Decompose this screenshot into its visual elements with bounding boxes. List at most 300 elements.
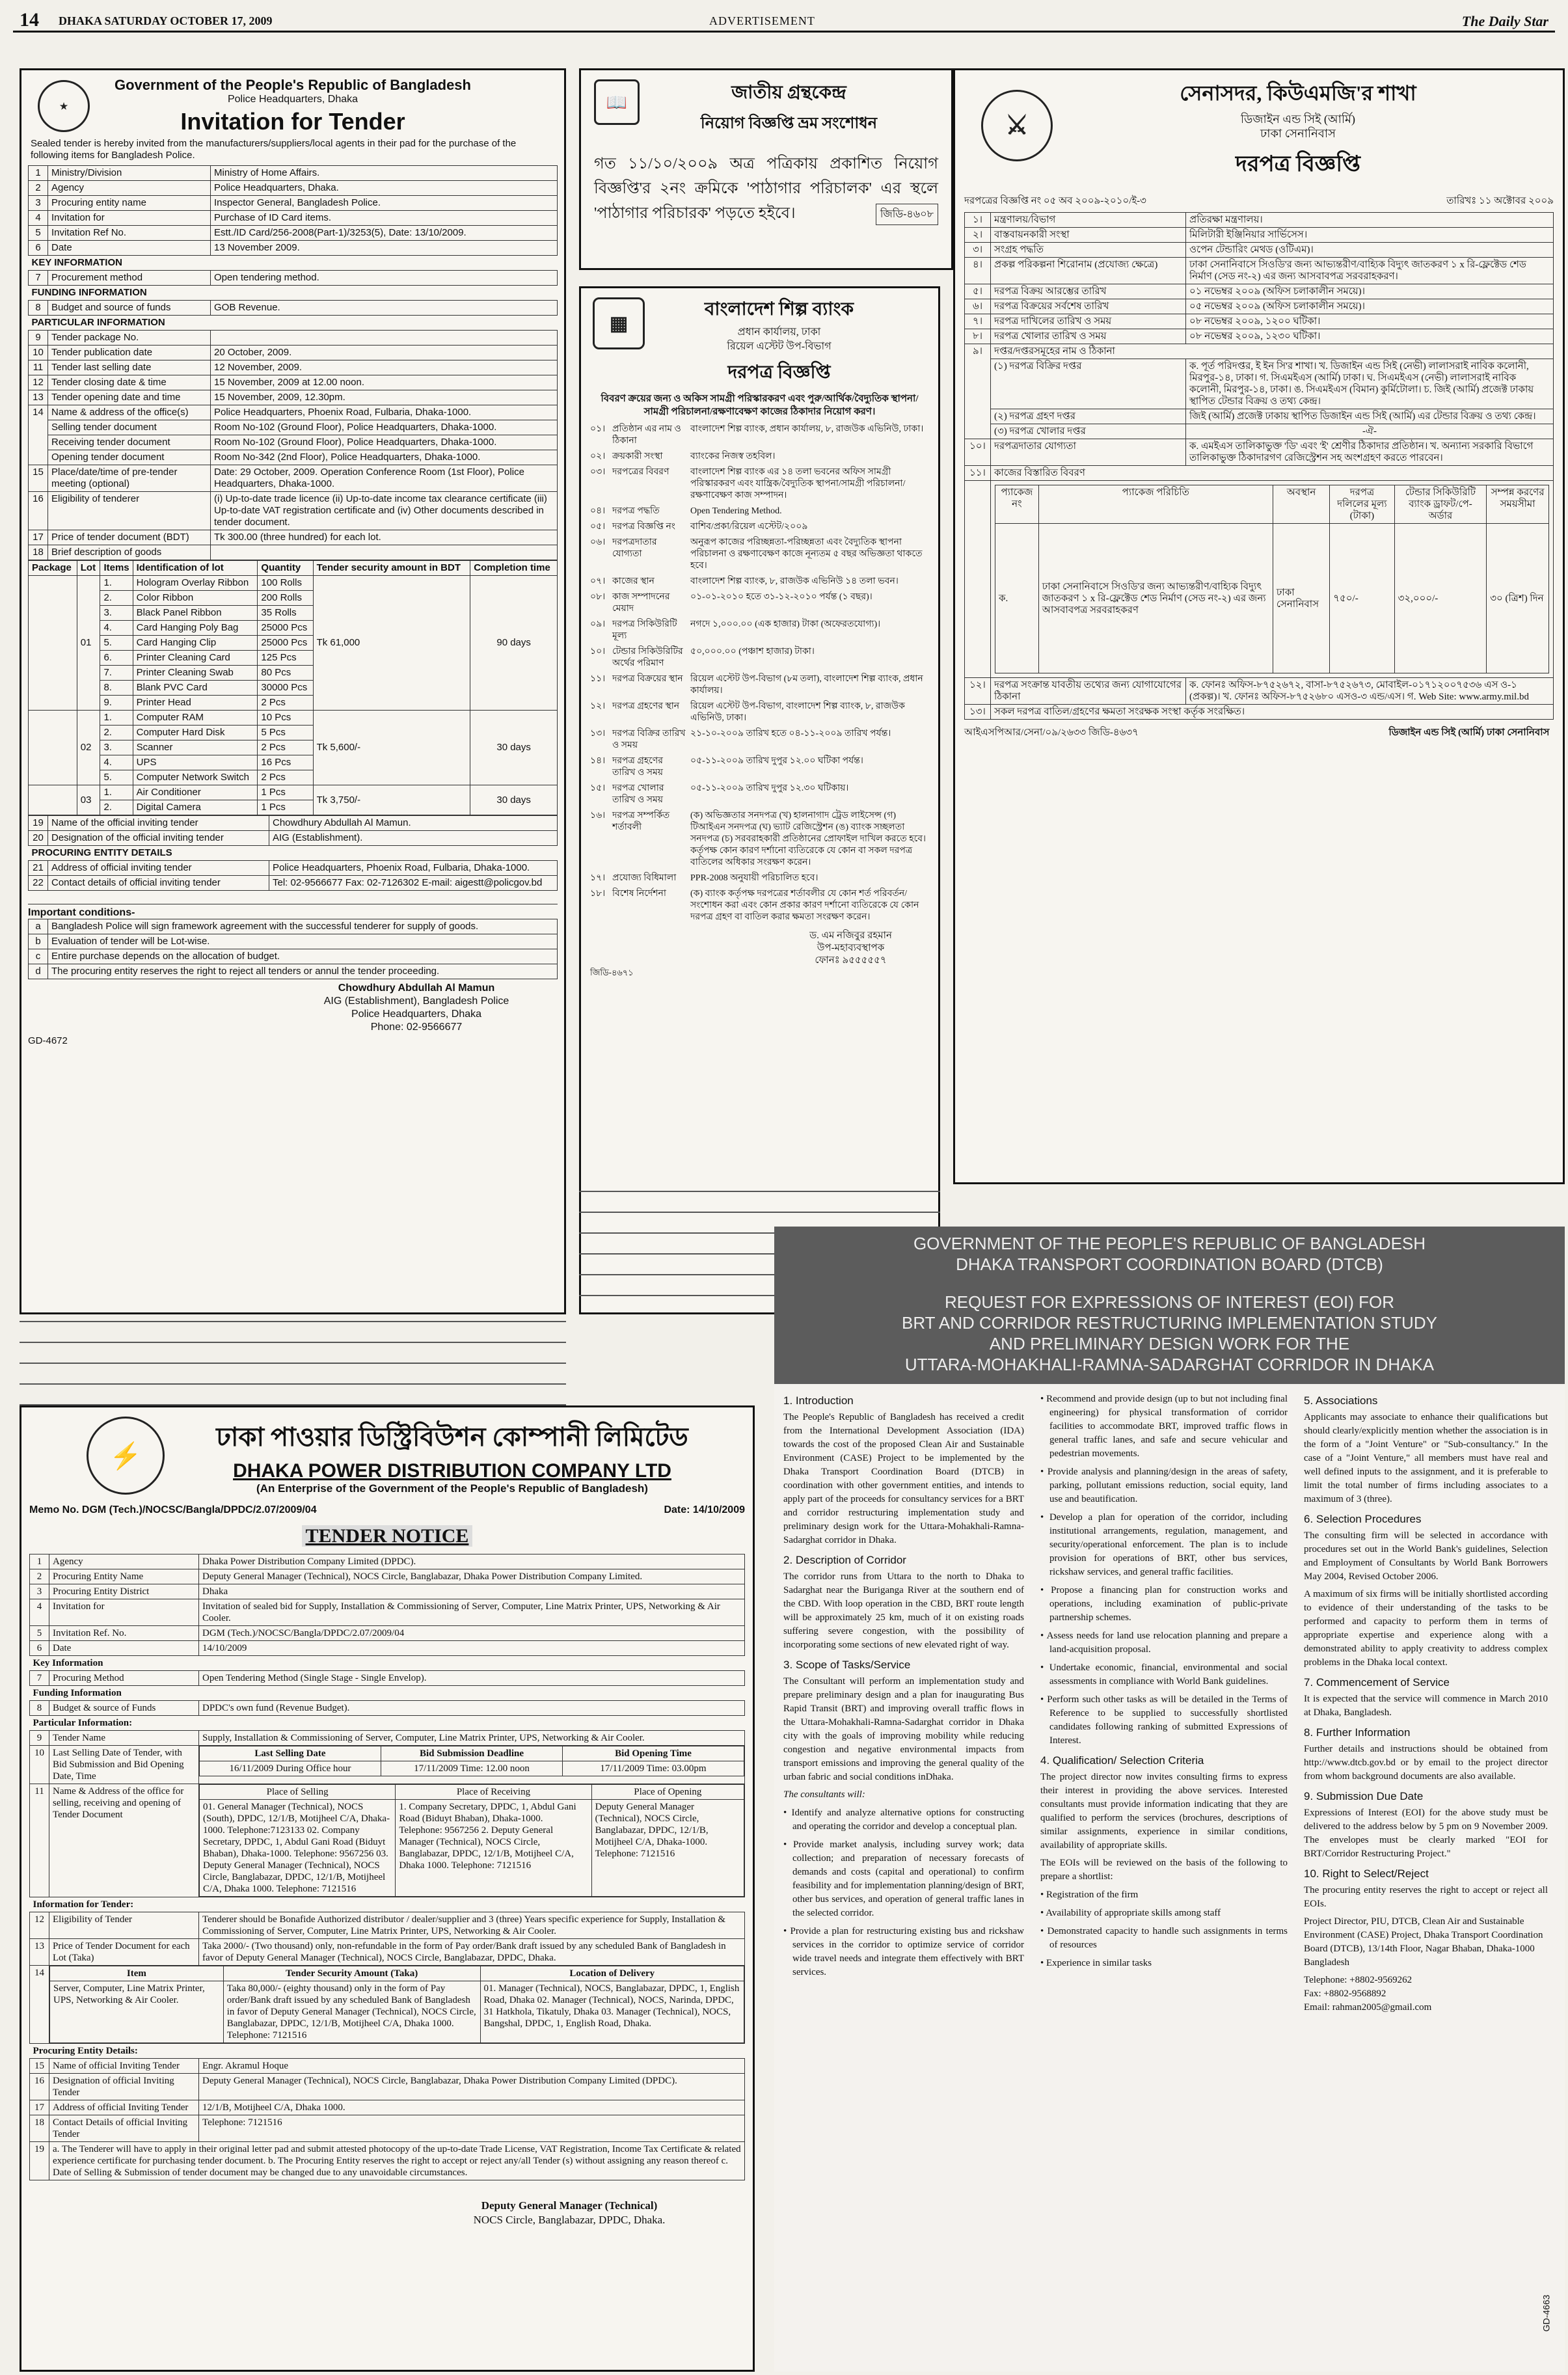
table-row: [29, 196, 558, 211]
list-item: [590, 467, 929, 502]
cell: Air Conditioner: [133, 785, 258, 800]
column-header: Location of Delivery: [480, 1966, 744, 1981]
dtcb-p10: The procuring entity reserves the right to accept or reject all EOIs.: [1304, 1885, 1548, 1909]
column-header: Item: [50, 1966, 224, 1981]
cell: 17: [29, 530, 48, 545]
cell: 25000 Pcs: [258, 621, 313, 636]
cell: Designation of official Inviting Tender: [49, 2074, 199, 2100]
cell: 19: [30, 2142, 49, 2180]
cell: দরপত্র বিক্রয়ের সর্বশেষ তারিখ: [991, 299, 1186, 314]
cell: 2 Pcs: [258, 696, 313, 711]
cell: Inspector General, Bangladesh Police.: [211, 196, 558, 211]
cell: d: [29, 964, 48, 979]
cell: ৮।: [965, 329, 991, 344]
cell: ৩২,০০০/-: [1394, 524, 1487, 673]
cell: ঢাকা সেনানিবাসে সিওডি'র জন্য আভ্যন্তরীণ/বাহ্যিক বিদ্যুৎ জাতকরণ ১ x রি-ফ্লেক্টেড শেড নির্মাণ (সেড নং-২) এর জন্য আসবাবপত্র সরবরাহকরণ: [1038, 524, 1273, 673]
cell: Color Ribbon: [133, 591, 258, 606]
cell: Printer Cleaning Swab: [133, 666, 258, 681]
cell: Taka 80,000/- (eighty thousand) only in the form of Pay order/Bank draft issued by any scheduled Bank of Bangladesh in favor of Deputy General Manager (Technical), NOCS Circle, Banglabazar, DPDC, 12/1/B, Motijheel C/A, Dhaka 1000. Telephone: 7121516: [223, 1981, 480, 2043]
cell: ১১।: [965, 466, 991, 481]
table-row: [965, 439, 1554, 466]
table-row: [29, 949, 558, 964]
dtcb-bullets-1: [783, 1806, 1024, 1979]
table-row: [29, 166, 558, 181]
cell: 10: [29, 346, 48, 360]
table-row: [29, 226, 558, 241]
cell: 01. General Manager (Technical), NOCS (South), DPDC, 12/1/B, Motijheel C/A, Dhaka-1000. Telephone:7123133 02. Company Secretary, DPDC, 1, Abdul Gani Road (Biduyt Bhaban), Dhaka-1000. Telephone: 9567256 03. Deputy General Manager (Technical), NOCS Circle, Banglabazar, DPDC, 12/1/B, Motijheel C/A, Dhaka 1000. Telephone: 7121516: [200, 1800, 396, 1897]
column-header: Quantity: [258, 561, 313, 576]
cell: Tender last selling date: [48, 360, 211, 375]
column-header: Tender Security Amount (Taka): [223, 1966, 480, 1981]
cell: Agency: [48, 181, 211, 196]
cell: 1.: [100, 785, 133, 800]
cell: 3: [30, 1584, 49, 1599]
cell: 6: [30, 1641, 49, 1656]
dtcb-p7: It is expected that the service will commence in March 2010 at Dhaka, Bangladesh.: [1304, 1694, 1548, 1718]
dtcb-eoi-ad: [774, 1227, 1565, 2372]
list-item: [590, 873, 929, 884]
police-contact-table: [28, 815, 558, 891]
cell: Tender Name: [49, 1731, 199, 1746]
table-row: [29, 405, 558, 420]
cell: -ঐ-: [1186, 424, 1554, 439]
dtcb-bullets-3: [1040, 1888, 1288, 1970]
cell: 10: [30, 1746, 49, 1784]
cell: 1. Company Secretary, DPDC, 1, Abdul Gani Road (Biduyt Bhaban), Dhaka-1000. Telephone: 9567256 2. Deputy General Manager (Technical), NOCS Circle, Banglabazar, DPDC, 12/1/B, Motijheel C/A, Dhaka 1000. Telephone: 7121516: [396, 1800, 591, 1897]
cell: Computer Network Switch: [133, 770, 258, 785]
list-item: [590, 506, 929, 517]
cell: (i) Up-to-date trade licence (ii) Up-to-date income tax clearance certificate (iii) Up-to-date VAT registration certificate and (iv) Other documents described in tender document.: [211, 492, 558, 530]
column-header: প্যাকেজ নং: [995, 485, 1039, 524]
table-row: [30, 1584, 745, 1599]
table-row: [30, 2059, 745, 2074]
cell: ক. পূর্ত পরিদপ্তর, ই ইন সি'র শাখা। খ. ডিজাইন এন্ড সিই (নেভী) লালাসরাই নাবিক কলোনী, মিরপুর-১৪, ঢাকা। গ. সিএমইএস (আর্মি) ঢাকা। ঘ. সিএমইএস (নেভী) লালাসরাই নাবিক কলোনী, মিরপুর-১৪, ঢাকা। ঙ. সিএমইএস (বিমান) কুর্মিটোলা। চ. জিই (আর্মি) প্রজেক্ট ঢাকায় স্থাপিত টেন্ডার বিক্রয় ও তথ্য কেন্দ্র।: [1186, 359, 1554, 409]
cell: Scanner: [133, 740, 258, 755]
list-item: • Perform such other tasks as will be detailed in the Terms of Reference to be supplied to successfully shortlisted candidates following ranking of submitted Expressions of Interest.: [1049, 1693, 1288, 1748]
table-row: [29, 876, 558, 891]
dtcb-p2: The corridor runs from Uttara to the north to Dhaka to Sadarghat near the Buriganga River at the southern end of the CBD. With loop operation in the CBD, BRT route length will be approximately 25 km, much of it on existing roads suffering severe congestion, with the possibility of incorporating some sections of new elevated right of way.: [783, 1571, 1024, 1650]
cell: ক.: [995, 524, 1039, 673]
section-row: [30, 1897, 745, 1912]
cell: The procuring entity reserves the right to reject all tenders or annul the tender proceeding.: [48, 964, 558, 979]
cell: 2 Pcs: [258, 740, 313, 755]
cell: Procuring Method: [49, 1671, 199, 1686]
page-number: 14: [20, 9, 39, 31]
cell: Budget & source of Funds: [49, 1701, 199, 1716]
column-header: Bid Opening Time: [563, 1746, 744, 1761]
table-row: [29, 785, 558, 800]
notice-subtitle: নিয়োগ বিজ্ঞপ্তি ভ্রম সংশোধন: [700, 115, 878, 132]
table-row: [29, 492, 558, 530]
item-value: বাশিব/প্রকা/রিয়েল এস্টেট/২০০৯: [690, 522, 808, 532]
book-logo-icon: 📖: [594, 79, 640, 125]
table-row: [30, 1599, 745, 1626]
item-label: টেন্ডার সিকিউরিটির অর্থের পরিমাণ: [612, 647, 683, 668]
item-label: দরপত্র গ্রহণের তারিখ ও সময়: [612, 756, 664, 778]
cell: Tender opening date and time: [48, 390, 211, 405]
cell: ৭৫০/-: [1330, 524, 1394, 673]
cell: ০১ নভেম্বর ২০০৯ (অফিস চলাকালীন সময়ে)।: [1186, 284, 1554, 299]
cell: 15 November, 2009 at 12.00 noon.: [211, 375, 558, 390]
section-row: [29, 846, 558, 861]
cell: 5: [29, 226, 48, 241]
cell: Name of the official inviting tender: [48, 816, 269, 831]
item-num: ১৬।: [590, 811, 606, 821]
army-heading: দরপত্র বিজ্ঞপ্তি: [1236, 152, 1360, 176]
army-work-table: [995, 485, 1549, 673]
table-row: [30, 2100, 745, 2115]
cell: দরপত্র বিক্রয় আরম্ভের তারিখ: [991, 284, 1186, 299]
item-label: দরপত্র সম্পর্কিত শর্তাবলী: [612, 811, 670, 832]
section-row: [29, 286, 558, 301]
list-item: • Experience in similar tasks: [1049, 1957, 1288, 1970]
item-value: ০৫-১১-২০০৯ তারিখ দুপুর ১২.৩০ ঘটিকায়।: [690, 783, 849, 793]
dtcb-fax: Fax: +8802-9568892: [1304, 1988, 1386, 1999]
column-header: Place of Opening: [591, 1785, 744, 1800]
dtcb-p9: Expressions of Interest (EOI) for the above study must be delivered to the address below by 5 pm on 9 November 2009. The envelopes must be clearly marked "EOI for BRT/Corridor Restructuring Project.": [1304, 1808, 1548, 1859]
cell: ৯।: [965, 344, 991, 439]
cell: Deputy General Manager (Technical), NOCS Circle, Banglabazar, Dhaka Power Distribution Company Limited.: [199, 1569, 745, 1584]
list-item: [590, 591, 929, 615]
list-item: • Demonstrated capacity to handle such assignments in terms of resources: [1049, 1925, 1288, 1952]
item-num: ০২।: [590, 452, 606, 461]
cell: 2.: [100, 800, 133, 815]
cell: ১০।: [965, 439, 991, 466]
cell: ৫।: [965, 284, 991, 299]
list-item: [590, 619, 929, 642]
cell: 4: [29, 211, 48, 226]
cell: 100 Rolls: [258, 576, 313, 591]
cell: 16/11/2009 During Office hour: [200, 1761, 381, 1776]
notice-title: জাতীয় গ্রন্থকেন্দ্র: [731, 83, 846, 103]
table-row: [29, 360, 558, 375]
bank-code: জিডি-৪৬৭১: [590, 968, 634, 977]
item-num: ০৭।: [590, 577, 606, 586]
work-cell: [991, 481, 1554, 678]
table-row: [29, 181, 558, 196]
item-num: ০৯।: [590, 619, 606, 629]
cell: a: [29, 919, 48, 934]
list-item: • Provide analysis and planning/design in the areas of safety, parking, pollutant emissions reduction, social equity, land use and beautification.: [1049, 1465, 1288, 1506]
cell: 16: [30, 2074, 49, 2100]
table-row: [30, 1671, 745, 1686]
section-row: [30, 1656, 745, 1671]
cell: ০৮ নভেম্বর ২০০৯, ১২০০ ঘটিকা।: [1186, 314, 1554, 329]
item-value: ৫০,০০০.০০ (পঞ্চাশ হাজার) টাকা।: [690, 647, 815, 657]
cell: Tender publication date: [48, 346, 211, 360]
dpdc-date: Date: 14/10/2009: [664, 1504, 745, 1515]
table-row: [29, 375, 558, 390]
item-value: Open Tendering Method.: [690, 506, 782, 516]
table-row: [965, 314, 1554, 329]
section-label: Particular Information:: [30, 1716, 745, 1731]
cell: 3.: [100, 606, 133, 621]
cell: 5.: [100, 636, 133, 651]
table-row: [965, 299, 1554, 314]
cell: AIG (Establishment).: [269, 831, 558, 846]
table-row: [29, 301, 558, 316]
cell: Room No-342 (2nd Floor), Police Headquarters, Dhaka-1000.: [211, 450, 558, 465]
cell: 35 Rolls: [258, 606, 313, 621]
cell: 2.: [100, 726, 133, 740]
cell: Engr. Akramul Hoque: [199, 2059, 745, 2074]
section-label: Procuring Entity Details:: [30, 2044, 745, 2059]
cell: 16: [29, 492, 48, 530]
item-num: ১২।: [590, 701, 606, 711]
cell: Room No-102 (Ground Floor), Police Headquarters, Dhaka-1000.: [211, 435, 558, 450]
army-footer-right: ডিজাইন এন্ড সিই (আর্মি) ঢাকা সেনানিবাস: [1388, 727, 1550, 738]
signature-block: [275, 982, 558, 1034]
cell: Card Hanging Clip: [133, 636, 258, 651]
cell: 12: [30, 1912, 49, 1939]
table-row: [29, 346, 558, 360]
signature-line: AIG (Establishment), Bangladesh Police: [323, 996, 509, 1007]
cell: ক. এমইএস তালিকাভুক্ত 'ডি' এবং 'ই' শ্রেণীর ঠিকাদার প্রতিষ্ঠান। খ. অন্যান্য সরকারি বিভাগে তালিকাভুক্ত ঠিকাদারগণ রেজিস্ট্রেশন সহ অংশগ্রহণ করতে পারবেন।: [1186, 439, 1554, 466]
list-item: • Provide market analysis, including survey work; data collection; and preparation of necessary forecasts of demands and costs (capital and operational) to confirm feasibility and for implementation planning/design of BRT, other bus services, and operation of general traffic lanes in the selected corridor.: [792, 1838, 1024, 1920]
table-row: [29, 390, 558, 405]
table-row: [29, 934, 558, 949]
section-row: [30, 2044, 745, 2059]
cell: 8: [29, 301, 48, 316]
bank-title: বাংলাদেশ শিল্প ব্যাংক: [704, 299, 854, 319]
cell: Evaluation of tender will be Lot-wise.: [48, 934, 558, 949]
cell: c: [29, 949, 48, 964]
cell: 11: [30, 1784, 49, 1897]
dpdc-info-table: [29, 1554, 745, 2180]
item-label: কাজ সম্পাদনের মেয়াদ: [612, 592, 670, 614]
dtcb-s1: 1. Introduction: [783, 1394, 854, 1407]
item-num: ০৩।: [590, 467, 606, 477]
item-num: ০৮।: [590, 592, 606, 602]
cell: 1.: [100, 711, 133, 726]
cell: Chowdhury Abdullah Al Mamun.: [269, 816, 558, 831]
cell: 5: [30, 1626, 49, 1641]
cell: Blank PVC Card: [133, 681, 258, 696]
cell: 1 Pcs: [258, 785, 313, 800]
table-row: [29, 711, 558, 726]
cell: Tender package No.: [48, 331, 211, 346]
item-value: বাংলাদেশ শিল্প ব্যাংক, ৮, রাজউক এভিনিউ ১৪ তলা ভবন।: [690, 577, 899, 586]
dateline: DHAKA SATURDAY OCTOBER 17, 2009: [59, 14, 273, 27]
dtcb-bullets-2: [1040, 1392, 1288, 1748]
army-tender: [953, 68, 1565, 1184]
cell: 80 Pcs: [258, 666, 313, 681]
table-row: [29, 964, 558, 979]
table-row: [29, 465, 558, 492]
item-num: ১০।: [590, 647, 606, 657]
dtcb-s3: 3. Scope of Tasks/Service: [783, 1659, 911, 1671]
column-header: Lot: [77, 561, 100, 576]
cell: Supply, Installation & Commissioning of Server, Computer, Line Matrix Printer, UPS, Networking & Air Cooler.: [199, 1731, 745, 1746]
cell: 21: [29, 861, 48, 876]
item-num: ০৪।: [590, 506, 606, 516]
list-item: • Recommend and provide design (up to but not including final engineering) for physical transformation of corridor facilities to accommodate BRT, improved traffic flows in general traffic lanes, and safe and secure vehicular and pedestrian movements.: [1049, 1392, 1288, 1461]
item-label: দরপত্র পদ্ধতি: [612, 506, 660, 516]
goods-table: [28, 560, 558, 815]
dtcb-code: GD-4663: [1541, 2294, 1552, 2332]
item-num: ১৮।: [590, 889, 606, 899]
cell: 25000 Pcs: [258, 636, 313, 651]
dtcb-s9: 9. Submission Due Date: [1304, 1790, 1424, 1802]
table-row: [965, 213, 1554, 228]
list-item: • Registration of the firm: [1049, 1888, 1288, 1902]
cell: 20 October, 2009.: [211, 346, 558, 360]
cell: Name of official Inviting Tender: [49, 2059, 199, 2074]
dpdc-title: DHAKA POWER DISTRIBUTION COMPANY LTD: [233, 1460, 671, 1482]
cell: ১৩।: [965, 705, 991, 720]
table-row: [30, 1912, 745, 1939]
item-value: ০১-০১-২০১০ হতে ৩১-১২-২০১০ পর্যন্ত (১ বছর)।: [690, 592, 872, 602]
cell: 13: [30, 1939, 49, 1966]
cell: 1: [29, 166, 48, 181]
cell: Tel: 02-9566677 Fax: 02-7126302 E-mail: aigestt@policgov.bd: [269, 876, 558, 891]
cell: Entire purchase depends on the allocation of budget.: [48, 949, 558, 964]
dpdc-memo: Memo No. DGM (Tech.)/NOCSC/Bangla/DPDC/2.07/2009/04: [29, 1504, 317, 1515]
cell: (১) দরপত্র বিক্রির দপ্তর: [991, 359, 1186, 409]
cell: 01. Manager (Technical), NOCS, Banglabazar, DPDC, 1, English Road, Dhaka 02. Manager (Technical), NOCS, Narinda, DPDC, 31 Hatkhola, Tikatuly, Dhaka 03. Manager (Technical), NOCS, Bangshal, DPDC, 1, English Road, Dhaka.: [480, 1981, 744, 2043]
cell: Date: 29 October, 2009. Operation Conference Room (1st Floor), Police Headquarters, Dhaka-1000.: [211, 465, 558, 492]
cell: 7.: [100, 666, 133, 681]
table-row: [965, 228, 1554, 243]
cell: Purchase of ID Card items.: [211, 211, 558, 226]
section-label: Information for Tender:: [30, 1897, 745, 1912]
cell: 16 Pcs: [258, 755, 313, 770]
column-header: দরপত্র দলিলের মূল্য (টাকা): [1330, 485, 1394, 524]
cell: কাজের বিস্তারিত বিবরণ: [991, 466, 1554, 481]
signature-line: উপ-মহাব্যবস্থাপক: [817, 943, 885, 953]
cell: Eligibility of Tender: [49, 1912, 199, 1939]
bank-signature: [772, 930, 929, 967]
table-row: [30, 1554, 745, 1569]
signature-line: NOCS Circle, Banglabazar, DPDC, Dhaka.: [473, 2214, 666, 2226]
cell: 1: [30, 1554, 49, 1569]
granthakendra-notice: [579, 68, 953, 270]
cell: Card Hanging Poly Bag: [133, 621, 258, 636]
item-value: ব্যাংকের নিজস্ব তহবিল।: [690, 452, 776, 461]
dtcb-p4b: The EOIs will be reviewed on the basis of the following to prepare a shortlist:: [1040, 1858, 1288, 1882]
conditions-table: [28, 919, 558, 979]
dtcb-p8: Further details and instructions should be obtained from http://www.dtcb.gov.bd or by email to the project director from whom background documents are also available.: [1304, 1744, 1548, 1782]
table-row: [965, 705, 1554, 720]
cell: 2: [30, 1569, 49, 1584]
cell: a. The Tenderer will have to apply in their original letter pad and submit attested photocopy of the up-to-date Trade License, VAT Registration, Income Tax Certificate & related experience certificate for purchasing tender document. b. The Procuring Entity reserves the right to accept or reject any/all Tender (s) without assigning any reason thereof c. Date of Selling & Submission of tender document may be changed due to any unavoidable circumstances.: [49, 2142, 745, 2180]
cell: 01: [77, 576, 100, 711]
section-row: [30, 1686, 745, 1701]
cell: Designation of the official inviting tender: [48, 831, 269, 846]
dtcb-address: Project Director, PIU, DTCB, Clean Air and Sustainable Environment (CASE) Project, Dhaka Transport Coordination Board (DTCB), 13/14th Floor, Nagar Bhaban, Dhaka-1000 Bangladesh: [1304, 1916, 1543, 1968]
cell: Black Panel Ribbon: [133, 606, 258, 621]
table-row: [29, 211, 558, 226]
bank-info-list: [590, 424, 929, 923]
list-item: [590, 576, 929, 588]
table-row: [30, 1626, 745, 1641]
section-label: PARTICULAR INFORMATION: [29, 316, 558, 331]
dtcb-p6b: A maximum of six firms will be initially shortlisted according to evidence of their understanding of the tasks to be performed and capacity to perform them in terms of appropriate expertise and experience along with a demonstrated ability to apply creativity to address complex problems in the Dhaka local context.: [1304, 1589, 1548, 1668]
bank-intro: বিবরণ ক্রয়ের জন্য ও অকিস সামগ্রী পরিস্কারকরণ এবং পুরু/আর্থিক/বৈদ্যুতিক স্থাপনা/সামগ্রী পরিচালনা/রক্ষণাবেক্ষণ কাজের ঠিকাদার নিয়োগ করণ।: [601, 394, 919, 417]
cell: 1 Pcs: [258, 800, 313, 815]
cell: [29, 576, 77, 711]
item-label: কাজের স্থান: [612, 577, 655, 586]
cell: Deputy General Manager (Technical), NOCS Circle, Banglabazar, Dhaka Power Distribution Company Limited (DPDC).: [199, 2074, 745, 2100]
cell: Hologram Overlay Ribbon: [133, 576, 258, 591]
cell: বাস্তবায়নকারী সংস্থা: [991, 228, 1186, 243]
table-row: [30, 1641, 745, 1656]
cell: [211, 545, 558, 560]
bank-logo-icon: ▦: [593, 297, 645, 349]
item-num: ১৭।: [590, 873, 606, 883]
cell: Invitation of sealed bid for Supply, Installation & Commissioning of Server, Computer, Line Matrix Printer, UPS, Networking & Air Cooler.: [199, 1599, 745, 1626]
table-row: [965, 481, 1554, 678]
column-header: Identification of lot: [133, 561, 258, 576]
cell: ঢাকা সেনানিবাস: [1273, 524, 1329, 673]
cell: 20: [29, 831, 48, 846]
cell: 30000 Pcs: [258, 681, 313, 696]
cell: 19: [29, 816, 48, 831]
item-label: দরপত্র বিক্রির তারিখ ও সময়: [612, 729, 686, 750]
item-label: দরপত্র গ্রহণের স্থান: [612, 701, 680, 711]
cell: Tenderer should be Bonafide Authorized distributor / dealer/supplier and 3 (three) Years specific experience for Supply, Installation & Commissioning of Server, Computer, Line Matrix Printer, UPS, Networking & Air Cooler.: [199, 1912, 745, 1939]
cell: 15 November, 2009, 12.30pm.: [211, 390, 558, 405]
cell: Address of official inviting tender: [48, 861, 269, 876]
dtcb-email: Email: rahman2005@gmail.com: [1304, 2002, 1432, 2013]
list-item: [590, 888, 929, 923]
list-item: [590, 755, 929, 779]
column-header: Completion time: [470, 561, 558, 576]
office-name: Police Headquarters, Dhaka: [227, 94, 358, 105]
cell: Procurement method: [48, 271, 211, 286]
section-label: Key Information: [30, 1656, 745, 1671]
cell: 1.: [100, 576, 133, 591]
table-row: [29, 545, 558, 560]
column-header: টেন্ডার সিকিউরিটি ব্যাংক ড্রাফট/পে-অর্ডার: [1394, 485, 1487, 524]
dtcb-s8: 8. Further Information: [1304, 1726, 1411, 1739]
cell: [29, 785, 77, 815]
table-row: [29, 919, 558, 934]
list-item: [590, 646, 929, 670]
item-label: দরপত্রের বিবরণ: [612, 467, 669, 477]
cell: 3.: [100, 740, 133, 755]
dtcb-p4: The project director now invites consulting firms to express their interest in providing the above services. Interested consultants must provide information indicating that they are qualified to perform the services (brochures, descriptions of similar assignments, experience in similar conditions, availability of appropriate skills.: [1040, 1772, 1288, 1851]
cell: 02: [77, 711, 100, 785]
table-row: [30, 1731, 745, 1746]
table-row: [30, 1701, 745, 1716]
army-title: সেনাসদর, কিউএমজি'র শাখা: [1180, 81, 1416, 105]
dtcb-h6: UTTARA-MOHAKHALI-RAMNA-SADARGHAT CORRIDOR IN DHAKA: [774, 1354, 1565, 1375]
cell: Digital Camera: [133, 800, 258, 815]
table-row: [965, 258, 1554, 284]
cell: ক. ফোনঃ অফিস-৮৭৫২৬৭২, বাসা-৮৭৫২৬৭৩, মোবাইল-০১৭১২০০৭৫৩৬ এস ও-১ (প্রকল্প)। খ. ফোনঃ অফিস-৮৭৫২৬৮০ এসও-৩ এন্ড/এস। গ. Web Site: www.army.mil.bd: [1186, 678, 1554, 705]
masthead-logo: The Daily Star: [1461, 13, 1548, 29]
cell: 14: [29, 405, 48, 465]
table-row: [29, 530, 558, 545]
section-row: [30, 1716, 745, 1731]
item-value: রিয়েল এস্টেট উপ-বিভাগ (৮ম তলা), বাংলাদেশ শিল্প ব্যাংক, প্রধান কার্যালয়।: [690, 674, 923, 696]
cell: 2: [29, 181, 48, 196]
column-header: Bid Submission Deadline: [381, 1746, 563, 1761]
shilpa-bank-tender: [579, 286, 940, 1314]
sub-table-cell: [49, 1966, 745, 2044]
cell: Eligibility of tenderer: [48, 492, 211, 530]
cell: (২) দরপত্র গ্রহণ দপ্তর: [991, 409, 1186, 424]
dpdc-tender-notice: [20, 1405, 755, 2372]
dpdc-bn-title: ঢাকা পাওয়ার ডিস্ট্রিবিউশন কোম্পানী লিমিটেড: [216, 1422, 688, 1452]
list-item: • Provide a plan for restructuring existing bus and rickshaw services in the corridor to optimize service of corridor wide travel needs and integrate them effectively with BRT services.: [792, 1925, 1024, 1979]
table-row: [29, 831, 558, 846]
cell: Computer RAM: [133, 711, 258, 726]
cell: Contact Details of official Inviting Tender: [49, 2115, 199, 2142]
cell: Name & address of the office(s): [48, 405, 211, 420]
cell: Estt./ID Card/256-2008(Part-1)/3253(5), Date: 13/10/2009.: [211, 226, 558, 241]
